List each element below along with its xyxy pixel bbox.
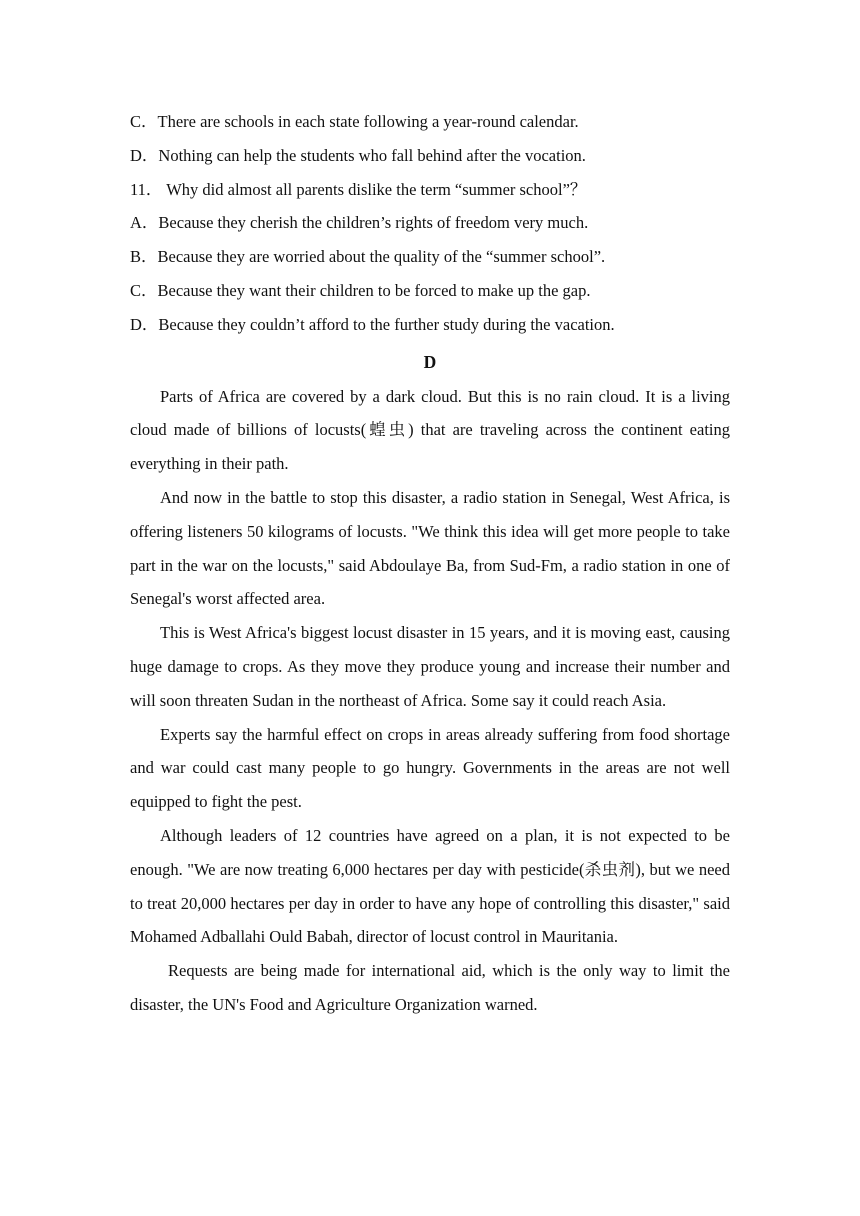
passage-paragraph-2: And now in the battle to stop this disaster, a radio station in Senegal, West Africa, is offering listeners 50 kilograms of locusts. "We think this idea will get more people to take part in the war on the locusts," said Abdoulaye Ba, from Sud-Fm, a radio station in one of Senegal's worst affected area. [130,487,730,609]
passage-paragraph-6: Requests are being made for international aid, which is the only way to limit the disaster, the UN's Food and Agriculture Organization warned. [130,961,730,1014]
passage-paragraph-5: Although leaders of 12 countries have agreed on a plan, it is not expected to be enough. "We are now treating 6,000 hectares per day with pesticide(杀虫剂), but we need to treat 20,000 hectares per day in order to have any hope of controlling this disaster," said Mohamed Adballahi Ould Babah, director of locust control in Mauritania. [130,825,730,947]
question-11-stem: 11． Why did almost all parents dislike the term “summer school”？ [130,179,587,199]
option-11-b: B．Because they are worried about the quality of the “summer school”. [130,247,606,267]
option-10-c: C．There are schools in each state following a year-round calendar. [130,112,579,131]
passage-paragraph-1: Parts of Africa are covered by a dark cloud. But this is no rain cloud. It is a living cloud made of billions of locusts(蝗虫) that are traveling across the continent eating everything in their path. [130,386,730,474]
option-11-c: C．Because they want their children to be forced to make up the gap. [130,280,591,300]
option-11-a: A．Because they cherish the children’s rights of freedom very much. [130,213,589,233]
option-10-d: D．Nothing can help the students who fall behind after the vocation. [130,145,586,165]
section-heading: D [423,351,437,372]
passage-paragraph-4: Experts say the harmful effect on crops in areas already suffering from food shortage and war could cast many people to go hungry. Governments in the areas are not well equipped to fight the pest. [130,724,730,812]
document-body [130,105,730,1022]
option-11-d: D．Because they couldn’t afford to the further study during the vacation. [130,314,615,334]
passage-paragraph-3: This is West Africa's biggest locust disaster in 15 years, and it is moving east, causing huge damage to crops. As they move they produce young and increase their number and will soon threaten Sudan in the northeast of Africa. Some say it could reach Asia. [130,623,730,710]
